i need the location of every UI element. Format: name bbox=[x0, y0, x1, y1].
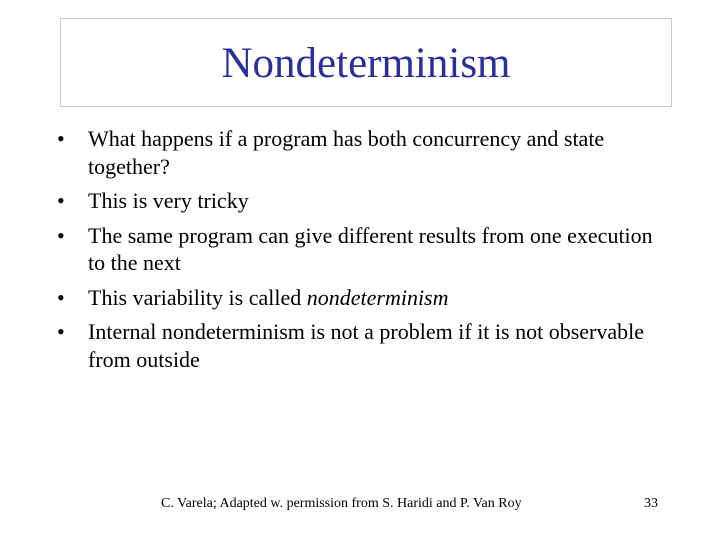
slide-title: Nondeterminism bbox=[221, 40, 511, 87]
bullet-dot-icon: • bbox=[57, 284, 65, 310]
bullet-text: This is very tricky bbox=[88, 188, 249, 213]
bullet-item bbox=[57, 318, 667, 373]
bullet-dot-icon: • bbox=[57, 126, 65, 151]
footer-credit: C. Varela; Adapted w. permission from S. Haridi and P. Van Roy bbox=[161, 496, 522, 511]
bullet-item bbox=[57, 222, 667, 277]
bullet-text: The same program can give different results from one execution to the next bbox=[88, 222, 653, 275]
bullet-item bbox=[57, 284, 667, 312]
bullet-dot-icon: • bbox=[57, 188, 65, 213]
bullet-dot-icon: • bbox=[57, 319, 65, 344]
bullet-dot-icon: • bbox=[57, 222, 65, 248]
bullet-text: Internal nondeterminism is not a problem if it is not observable from outside bbox=[88, 319, 644, 372]
bullet-list bbox=[57, 125, 667, 380]
page-number: 33 bbox=[644, 496, 658, 511]
bullet-emphasis: nondeterminism bbox=[306, 284, 449, 310]
bullet-text: This variability is called bbox=[88, 284, 307, 310]
bullet-text: What happens if a program has both concurrency and state together? bbox=[88, 126, 605, 179]
title-box bbox=[60, 18, 672, 107]
bullet-item bbox=[57, 125, 667, 180]
bullet-item bbox=[57, 187, 667, 215]
